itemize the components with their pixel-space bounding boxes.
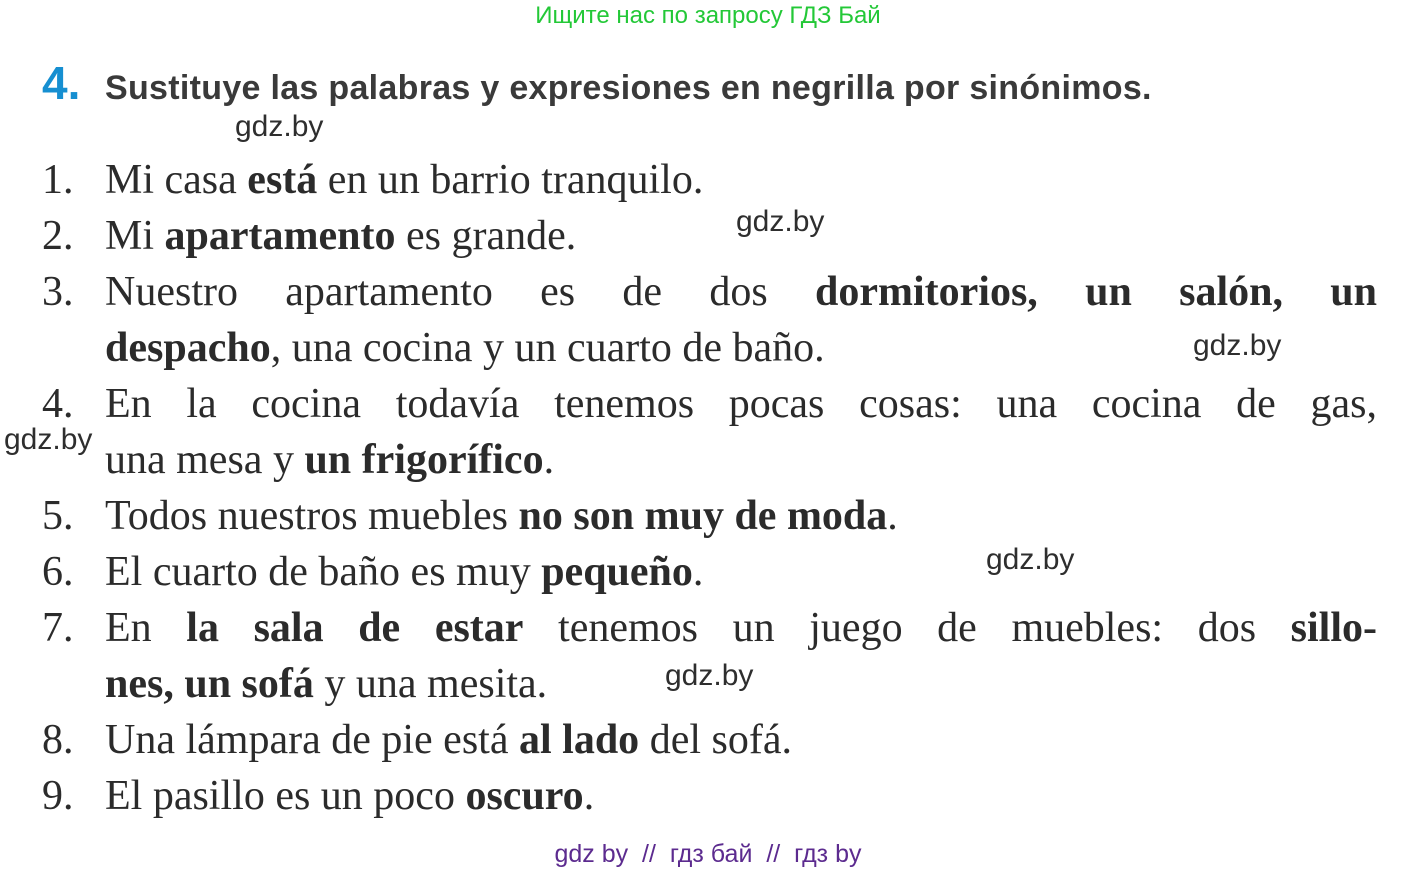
item-text <box>105 712 1377 768</box>
watermark-gdz-5: gdz.by <box>986 543 1075 576</box>
text-run: y una mesita. <box>313 661 548 707</box>
text-run: . <box>692 549 704 595</box>
list-item <box>42 264 1377 376</box>
text-run: Mi <box>105 213 165 259</box>
text-run: Todos nuestros muebles <box>105 493 519 539</box>
text-run: En la cocina todavía tenemos pocas cosas: una cocina de gas, <box>105 381 1377 427</box>
item-text <box>105 488 1377 544</box>
bold-phrase: nes, un sofá <box>105 661 314 707</box>
watermark-gdz-4: gdz.by <box>4 423 93 456</box>
list-item <box>42 544 1377 600</box>
item-line <box>105 712 1377 768</box>
text-run: es grande. <box>395 213 577 259</box>
exercise-number: 4. <box>42 57 81 109</box>
text-run: . <box>583 773 595 819</box>
item-line <box>105 264 1377 320</box>
list-item <box>42 488 1377 544</box>
item-line <box>105 768 1377 824</box>
watermark-gdz-1: gdz.by <box>235 110 324 143</box>
item-text <box>105 264 1377 376</box>
text-run: tenemos un juego de muebles: dos <box>523 605 1291 651</box>
bold-phrase: al lado <box>518 717 640 763</box>
item-text <box>105 544 1377 600</box>
list-item <box>42 152 1377 208</box>
item-number: 1. <box>42 157 74 203</box>
item-number: 9. <box>42 773 74 819</box>
text-run: En <box>105 605 187 651</box>
list-item <box>42 712 1377 768</box>
bold-phrase: un frigorífico <box>304 437 544 483</box>
item-number: 2. <box>42 213 74 259</box>
bold-phrase: pequeño <box>541 549 693 595</box>
item-number: 8. <box>42 717 74 763</box>
bold-phrase: no son muy de moda <box>518 493 888 539</box>
list-item <box>42 208 1377 264</box>
watermark-footer-text: gdz by // гдз бай // гдз by <box>554 840 862 868</box>
list-item <box>42 768 1377 824</box>
item-line <box>105 432 1377 488</box>
item-number: 5. <box>42 493 74 539</box>
bold-phrase: la sala de estar <box>186 605 524 651</box>
item-line <box>105 152 1377 208</box>
text-run: , una cocina y un cuarto de baño. <box>270 325 825 371</box>
text-run: una mesa y <box>105 437 305 483</box>
text-run: El cuarto de baño es muy <box>105 549 542 595</box>
list-item <box>42 600 1377 712</box>
text-run: . <box>887 493 898 539</box>
exercise-heading <box>42 56 1376 110</box>
item-number: 7. <box>42 605 74 651</box>
text-run: El pasillo es un poco <box>105 773 466 819</box>
text-run: en un barrio tranquilo. <box>317 157 704 203</box>
item-line <box>105 320 1377 376</box>
item-line <box>105 488 1377 544</box>
watermark-gdz-2: gdz.by <box>736 205 825 238</box>
bold-phrase: despacho <box>105 325 271 371</box>
item-text <box>105 600 1377 712</box>
item-line <box>105 376 1377 432</box>
list-item <box>42 376 1377 488</box>
item-number: 6. <box>42 549 74 595</box>
text-run: Una lámpara de pie está <box>105 717 519 763</box>
text-run: Nuestro apartamento es de dos <box>105 269 815 315</box>
watermark-gdz-6: gdz.by <box>665 659 754 692</box>
bold-phrase: dormitorios, un salón, un <box>815 269 1377 315</box>
bold-phrase: está <box>247 157 318 203</box>
watermark-top-text: Ищите нас по запросу ГДЗ Бай <box>535 2 881 29</box>
bold-phrase: sillo- <box>1290 605 1378 651</box>
text-run: Mi casa <box>105 157 248 203</box>
item-text <box>105 152 1377 208</box>
exercise-item-list <box>42 152 1377 824</box>
watermark-gdz-3: gdz.by <box>1193 329 1282 362</box>
text-run: del sofá. <box>639 717 792 763</box>
bold-phrase: apartamento <box>164 213 396 259</box>
item-number: 4. <box>42 381 74 427</box>
text-run: . <box>543 437 555 483</box>
item-number: 3. <box>42 269 74 315</box>
item-text <box>105 376 1377 488</box>
item-text <box>105 768 1377 824</box>
item-line <box>105 544 1377 600</box>
item-line <box>105 600 1377 656</box>
bold-phrase: oscuro <box>465 773 584 819</box>
exercise-title: Sustituye las palabras y expresiones en negrilla por sinónimos. <box>105 69 1152 107</box>
